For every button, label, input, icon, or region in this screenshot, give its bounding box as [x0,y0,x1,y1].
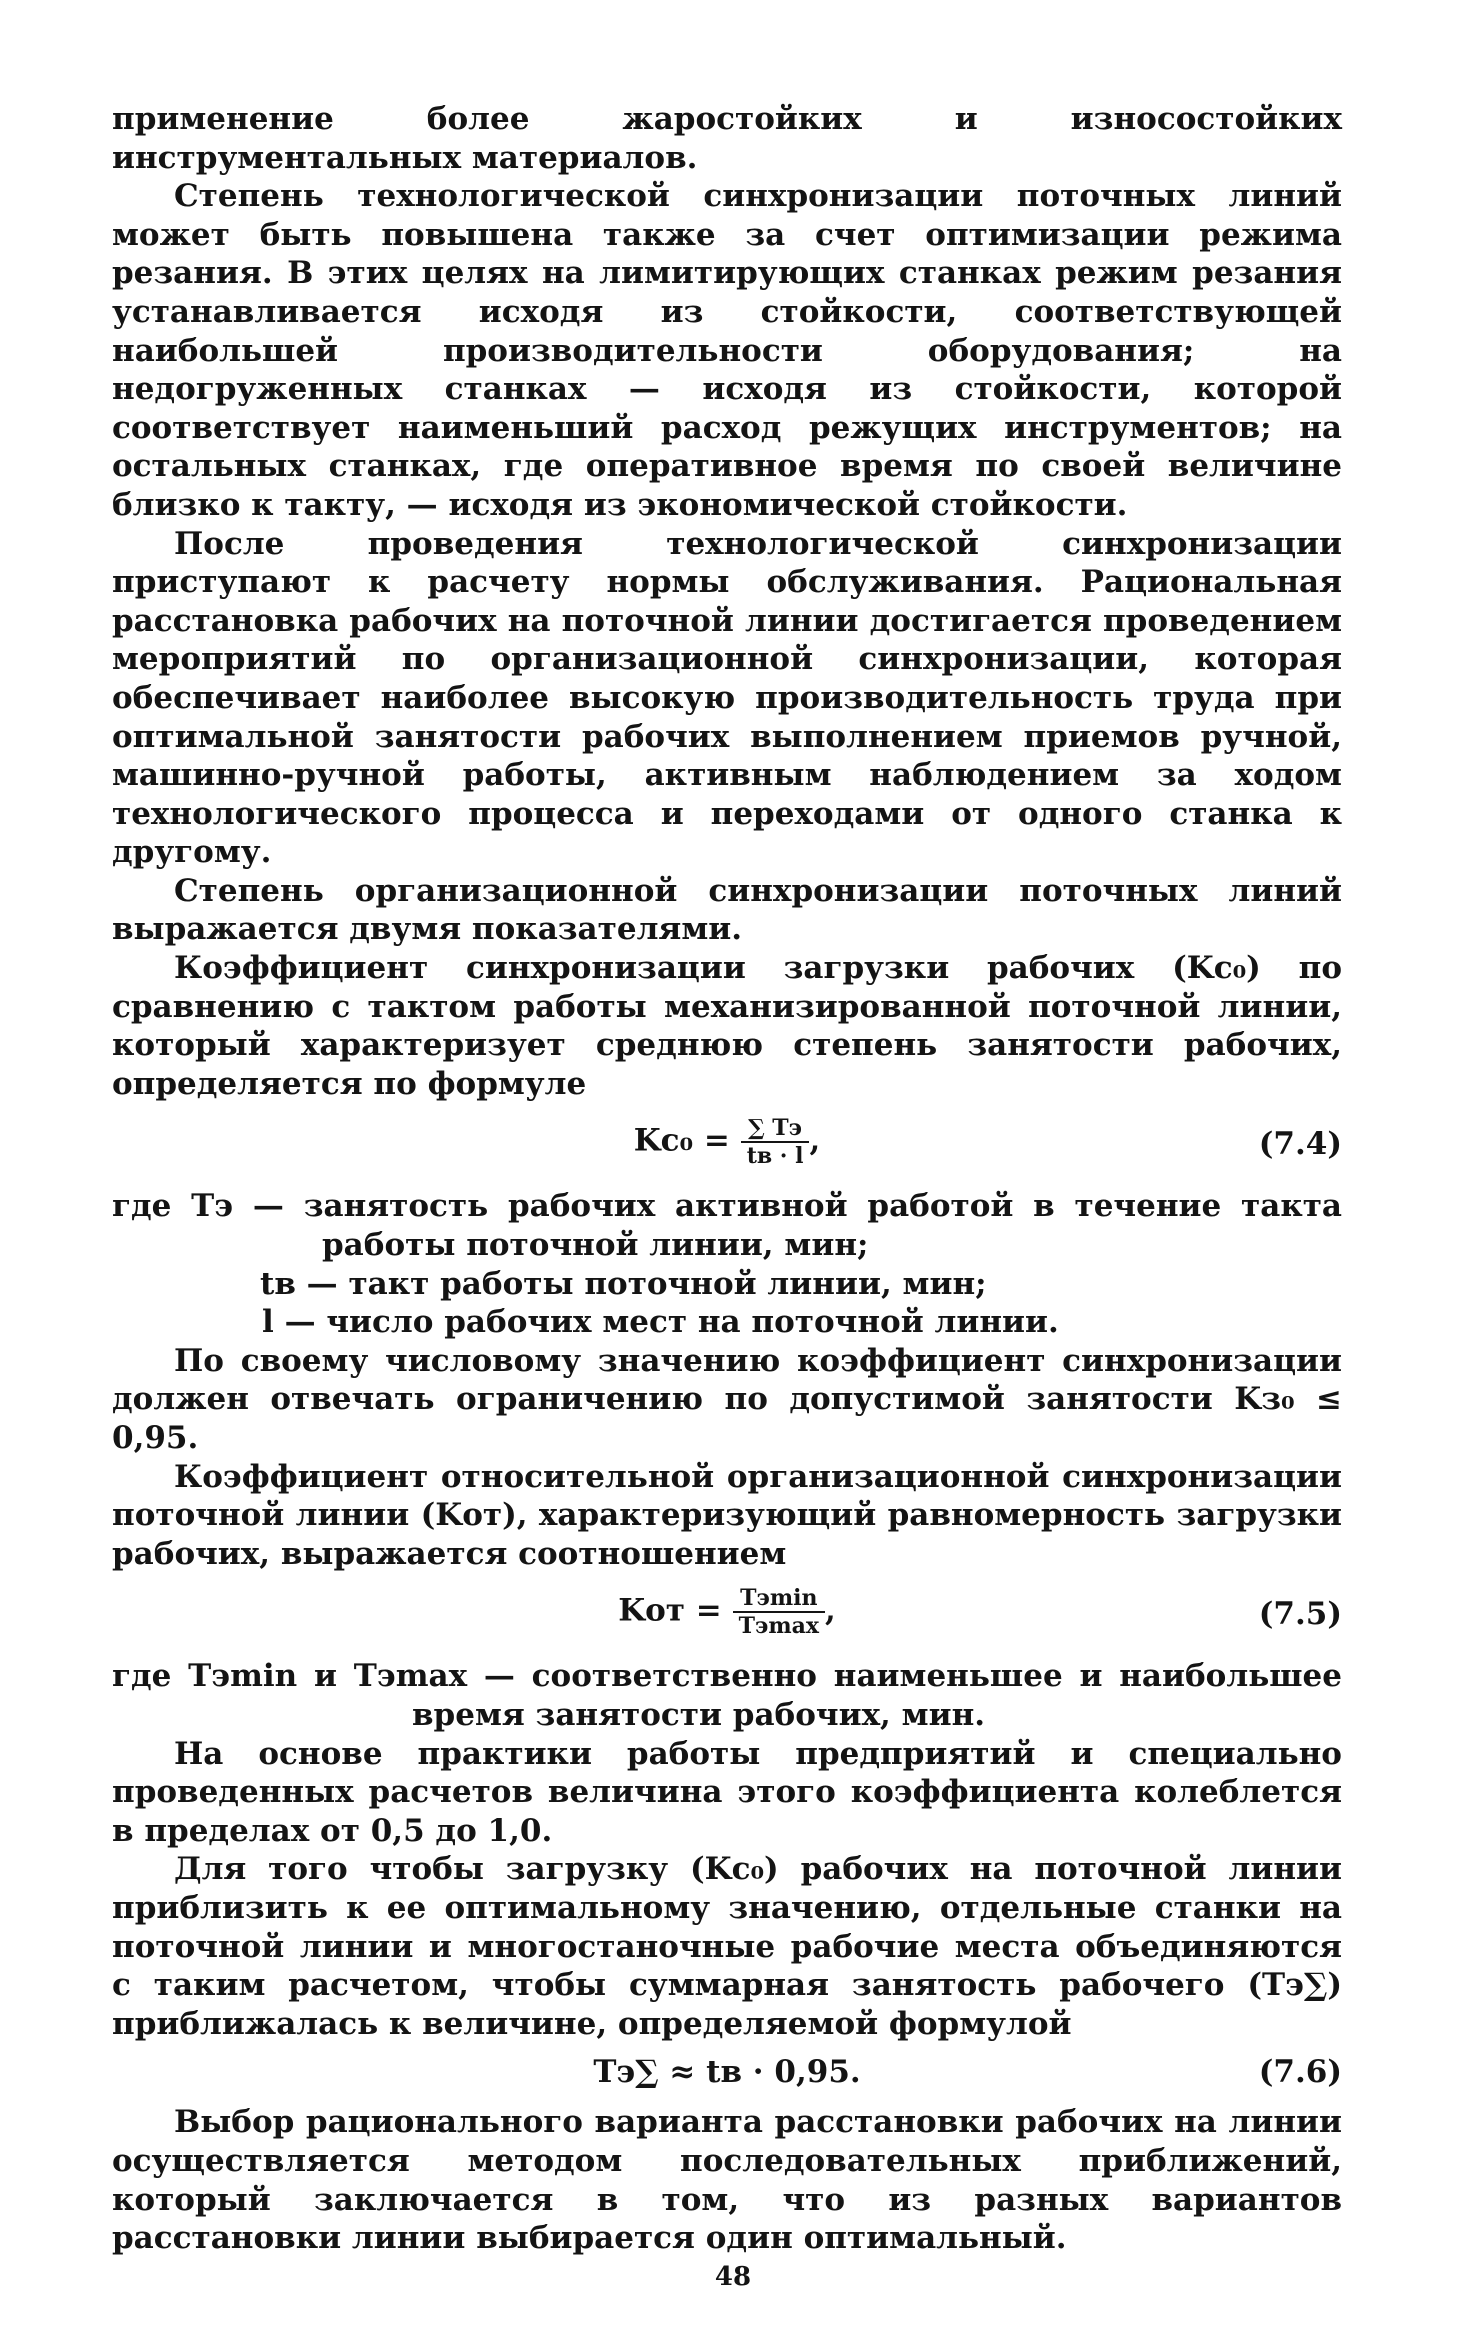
paragraph: применение более жаростойких и износостойких инструментальных материалов. [112,101,1342,176]
formula-expression: Tэ∑ ≈ tв · 0,95. [593,2054,861,2091]
paragraph: Коэффициент синхронизации загрузки рабочих (Kc₀) по сравнению с тактом работы механизированной поточной линии, который характеризует среднюю степень занятости рабочих, определяется по формуле [112,950,1342,1102]
paragraph: После проведения технологической синхронизации приступают к расчету нормы обслуживания. Рациональная расстановка рабочих на поточной линии достигается проведением мероприятий по организационной синхронизации, которая обеспечивает наиболее высокую производительность труда при оптимальной занятости рабочих выполнением приемов ручной, машинно-ручной работы, активным наблюдением за ходом технологического процесса и переходами от одного станка к другому. [112,525,1342,871]
formula-number: (7.6) [1258,2054,1342,2091]
definition-symbol: tв [260,1265,296,1302]
paragraph: Выбор рационального варианта расстановки рабочих на линии осуществляется методом последовательных приближений, который заключается в том, что из разных вариантов расстановки линии выбирается один оптимальный. [112,2104,1342,2257]
formula-7-5 [112,1577,1342,1653]
definition-text: — соответственно наименьшее и наибольшее время занятости рабочих, мин. [412,1658,1342,1733]
definition-symbol: l [262,1304,274,1341]
formula-numerator: Tэmin [733,1585,825,1613]
definition-text: — число рабочих мест на поточной линии. [284,1304,1059,1341]
formula-denominator: tв · l [746,1143,804,1170]
formula-expression [112,1115,1342,1169]
definition-symbol: где Tэmin и Tэmax [112,1658,468,1695]
formula-numerator: ∑ Tэ [741,1115,810,1143]
definition [112,1657,1342,1734]
definition [112,1265,1342,1304]
formula-lhs: Kc₀ = [633,1122,730,1159]
paragraph: Коэффициент относительной организационной синхронизации поточной линии (Kот), характеризующий равномерность загрузки рабочих, выражается соотношением [112,1458,1342,1572]
definition-text: — такт работы поточной линии, мин; [306,1265,987,1302]
formula-lhs: Kот = [618,1592,722,1629]
formula-expression [112,1585,1342,1639]
formula-fraction [733,1585,825,1639]
page-number: 48 [714,2262,752,2292]
paragraph: На основе практики работы предприятий и специально проведенных расчетов величина этого коэффициента колеблется в пределах от 0,5 до 1,0. [112,1735,1342,1849]
definition-text: — занятость рабочих активной работой в течение такта работы поточной линии, мин; [252,1188,1343,1264]
formula-number: (7.4) [1258,1126,1342,1163]
definition-symbol: где Tэ [112,1188,234,1225]
formula-number: (7.5) [1258,1596,1342,1633]
definition [112,1187,1342,1264]
paragraph: Степень технологической синхронизации поточных линий может быть повышена также за счет оптимизации режима резания. В этих целях на лимитирующих станках режим резания устанавливается исходя из стойкости, соответствующей наибольшей производительности оборудования; на недогруженных станках — исходя из стойкости, которой соответствует наименьший расход режущих инструментов; на остальных станках, где оперативное время по своей величине близко к такту, — исходя из экономической стойкости. [112,178,1342,523]
formula-comma: , [825,1592,836,1629]
formula-comma: , [809,1122,821,1159]
definition [112,1303,1342,1342]
formula-denominator: Tэmax [738,1613,820,1640]
paragraph: Степень организационной синхронизации поточных линий выражается двумя показателями. [112,872,1342,948]
paragraph: По своему числовому значению коэффициент синхронизации должен отвечать ограничению по допустимой занятости Kз₀ ≤ 0,95. [112,1342,1342,1456]
definitions-7-4 [112,1187,1342,1341]
formula-7-4 [112,1107,1342,1183]
paragraph: Для того чтобы загрузку (Kc₀) рабочих на поточной линии приблизить к ее оптимальному значению, отдельные станки на поточной линии и многостаночные рабочие места объединяются с таким расчетом, чтобы суммарная занятость рабочего (Tэ∑) приближалась к величине, определяемой формулой [112,1851,1342,2042]
page-body [112,100,1342,2258]
formula-7-6 [112,2047,1342,2099]
formula-fraction [741,1115,810,1169]
